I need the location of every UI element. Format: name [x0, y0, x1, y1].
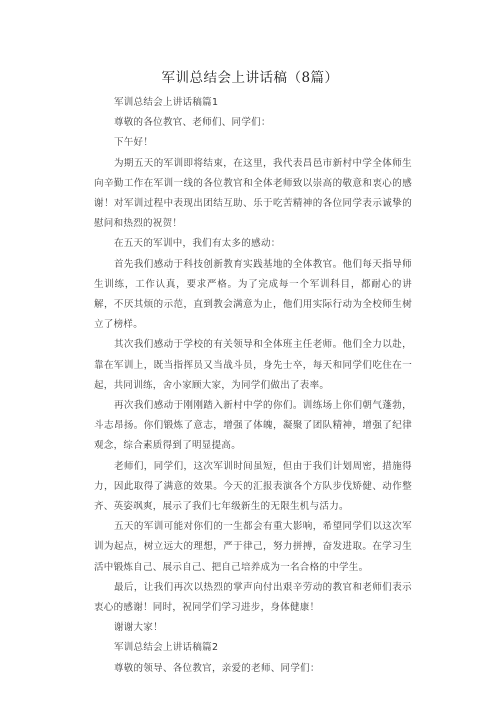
greeting: 下午好！	[113, 137, 154, 149]
salutation: 尊敬的领导、各位教官，亲爱的老师、同学们：	[113, 662, 320, 674]
paragraph: 首先我们感动于科技创新教育实践基地的全体教官。他们每天指导师生训练，工作认真，要求严格。为了完成每一个军训科目，都耐心的讲解，不厌其烦的示范，直到教会满意为止，他们用实际行动为全校师生树立了榜样。	[94, 258, 412, 331]
paragraph: 最后，让我们再次以热烈的掌声向付出艰辛劳动的教官和老师们表示衷心的感谢！同时，祝同学们学习进步，身体健康！	[94, 581, 412, 614]
section-heading-2: 军训总结会上讲话稿篇2	[113, 642, 219, 654]
paragraph: 其次我们感动于学校的有关领导和全体班主任老师。他们全力以赴，靠在军训上，既当指挥员又当战斗员，身先士卒，每天和同学们吃住在一起，共同训练，舍小家顾大家，为同学们做出了表率。	[94, 339, 412, 391]
paragraph: 五天的军训可能对你们的一生都会有重大影响，希望同学们以这次军训为起点，树立远大的理想，严于律己，努力拼搏，奋发进取。在学习生活中锻炼自己、展示自己、把自己培养成为一名合格的中学生。	[94, 521, 412, 573]
paragraph: 在五天的军训中，我们有太多的感动：	[113, 238, 281, 250]
paragraph: 为期五天的军训即将结束，在这里，我代表昌邑市新村中学全体师生向辛勤工作在军训一线的各位教官和全体老师致以崇高的敬意和衷心的感谢！对军训过程中表现出团结互助、乐于吃苦精神的各位同学表示诚挚的慰问和热烈的祝贺！	[94, 157, 412, 230]
salutation: 尊敬的各位教官、老师们、同学们：	[113, 117, 271, 129]
document-body	[94, 93, 412, 679]
document-title: 军训总结会上讲话稿（8篇）	[161, 70, 339, 86]
section-heading-1: 军训总结会上讲话稿篇1	[113, 97, 219, 108]
closing: 谢谢大家！	[113, 622, 163, 634]
paragraph: 再次我们感动于刚刚踏入新村中学的你们。训练场上你们朝气蓬勃，斗志昂扬。你们锻炼了意志，增强了体魄，凝聚了团队精神，增强了纪律观念，综合素质得到了明显提高。	[94, 400, 412, 452]
paragraph: 老师们，同学们，这次军训时间虽短，但由于我们计划周密，措施得力，因此取得了满意的效果。今天的汇报表演各个方队步伐矫健、动作整齐、英姿飒爽，展示了我们七年级新生的无限生机与活力。	[94, 460, 412, 513]
